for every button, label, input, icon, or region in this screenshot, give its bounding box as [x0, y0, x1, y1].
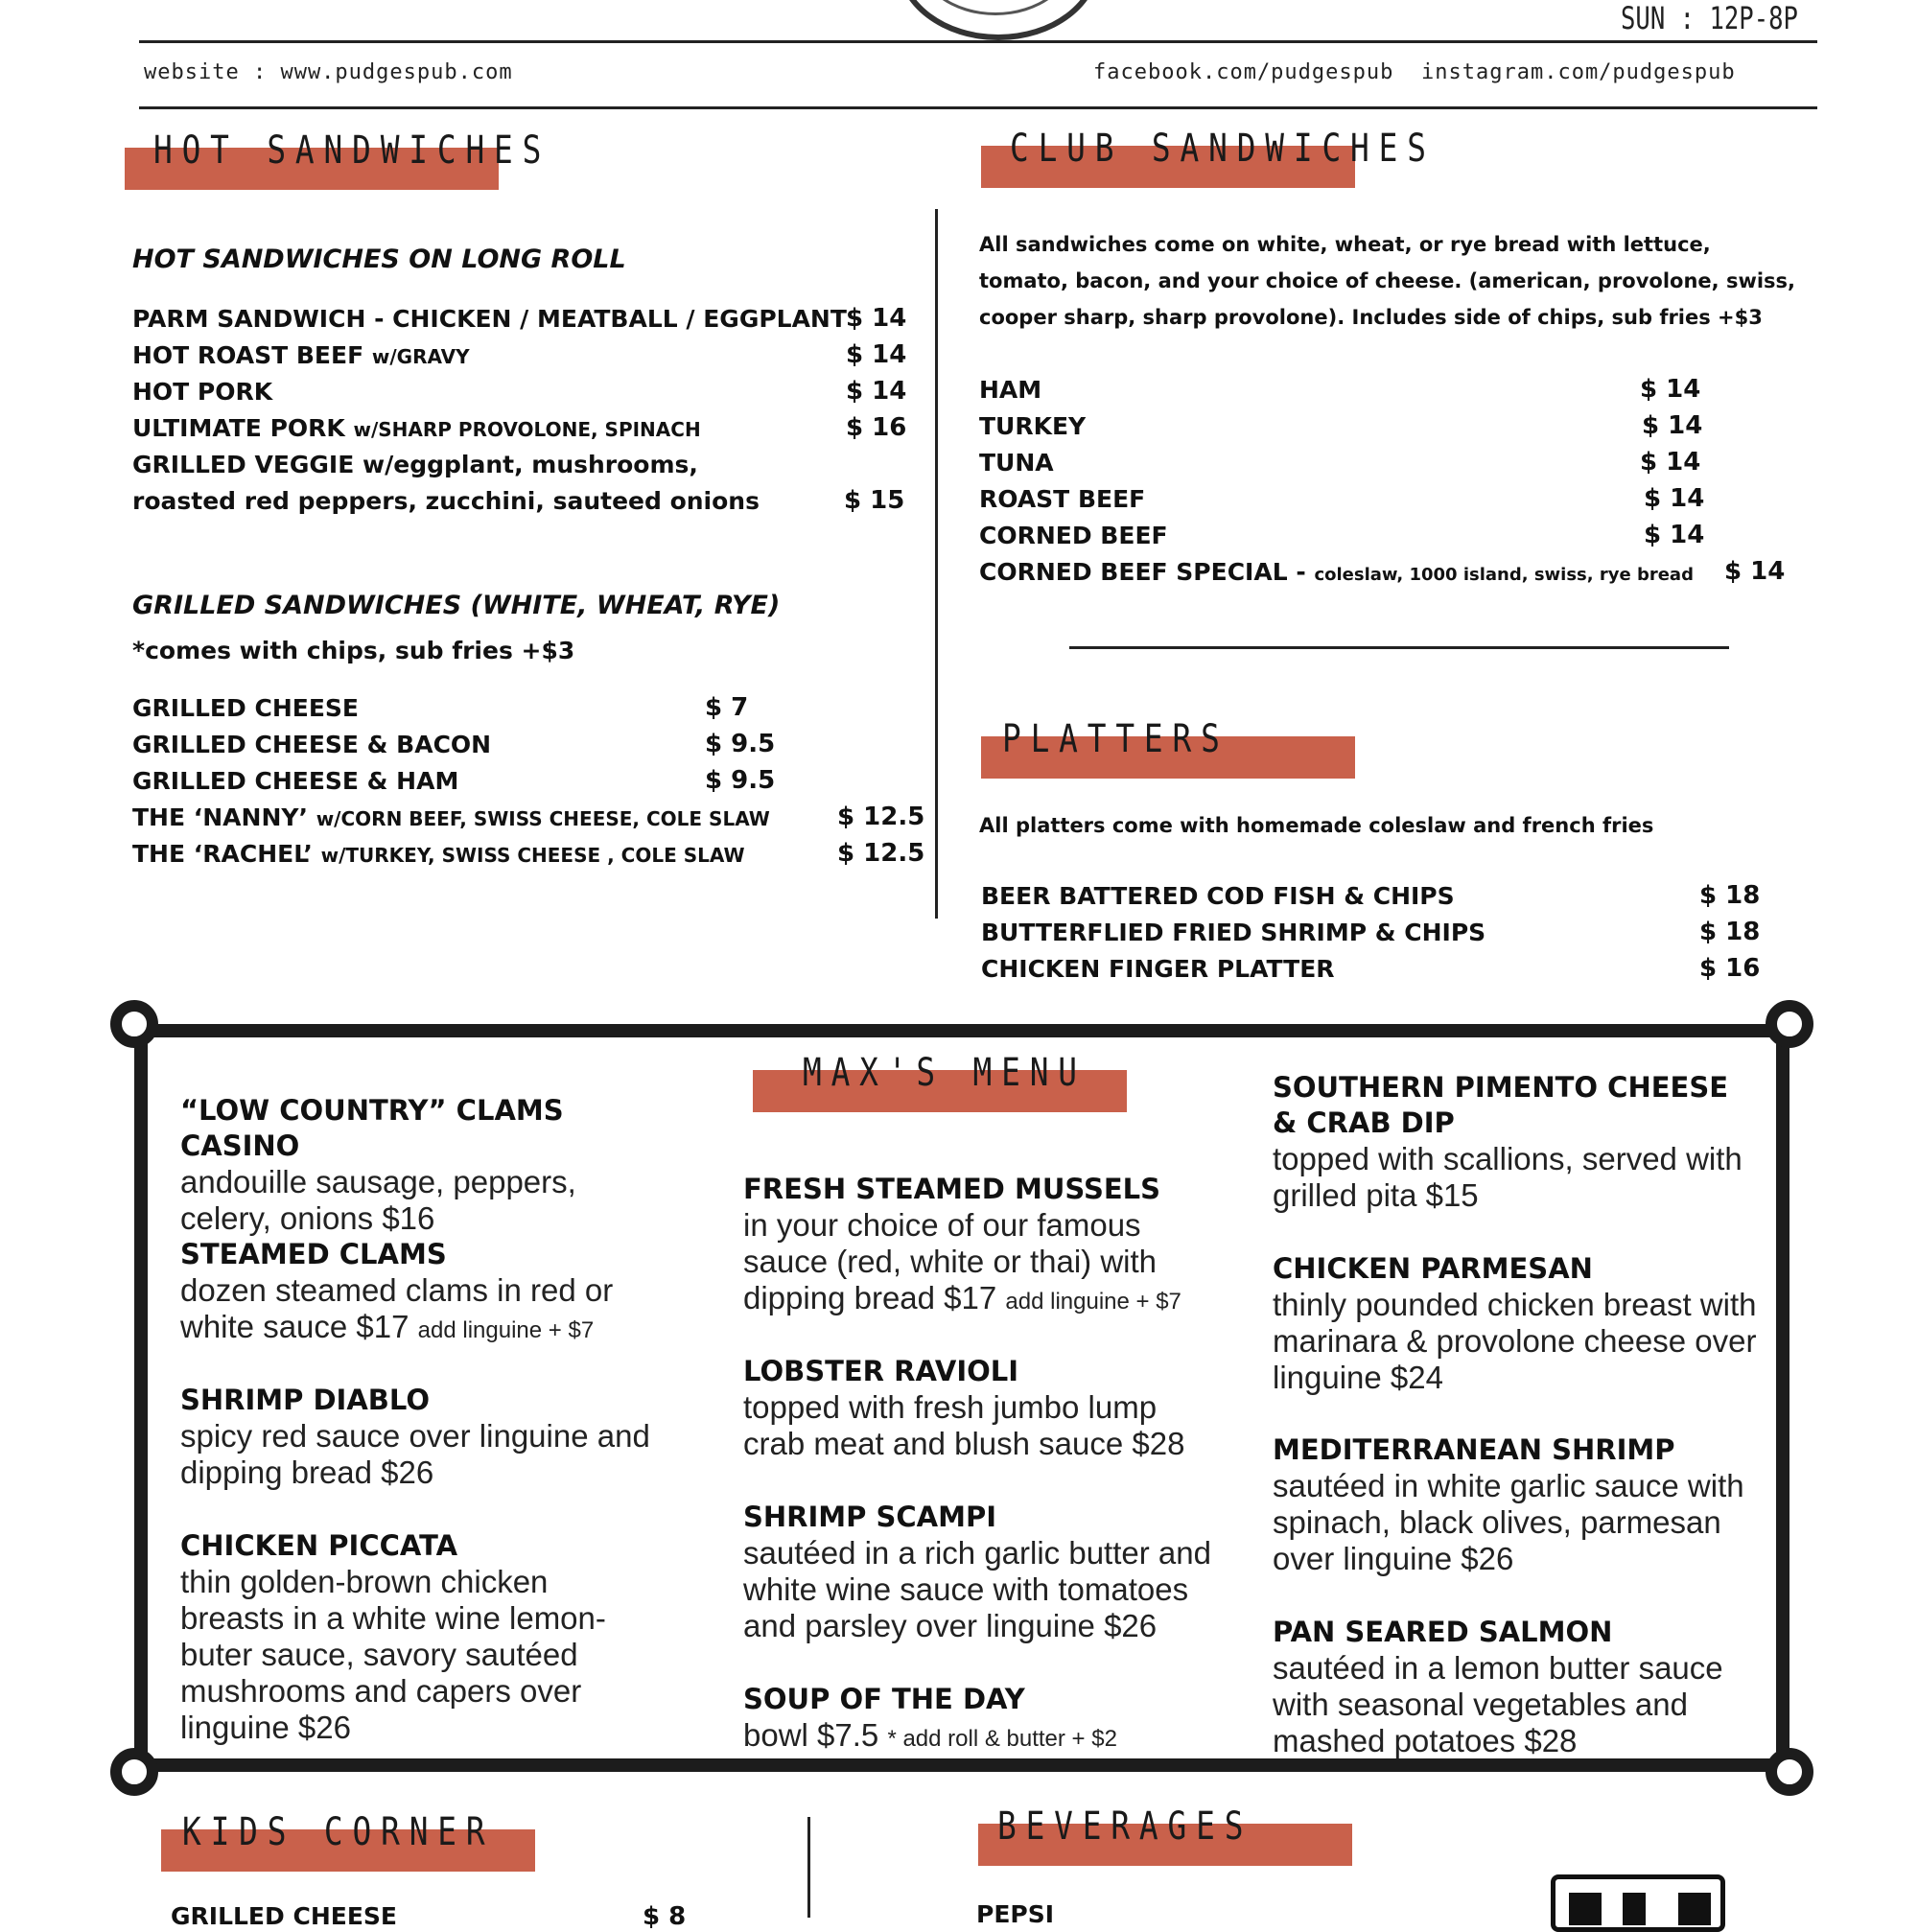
menu-item-grilled-cheese-bacon: GRILLED CHEESE & BACON — [132, 731, 492, 758]
item-title: MEDITERRANEAN SHRIMP — [1273, 1433, 1675, 1466]
menu-item-corned-beef-special — [979, 558, 1694, 586]
price: $ 14 — [1724, 557, 1786, 586]
menu-item-tuna: TUNA — [979, 449, 1054, 477]
item-addon: add linguine + $7 — [417, 1317, 595, 1343]
maxs-item-clams-casino — [180, 1093, 650, 1237]
section-title: CLUB SANDWICHES — [1010, 127, 1436, 171]
menu-item-fried-shrimp: BUTTERFLIED FRIED SHRIMP & CHIPS — [981, 919, 1486, 946]
item-title: “LOW COUNTRY” CLAMS CASINO — [180, 1094, 564, 1162]
section-title: HOT SANDWICHES — [153, 128, 551, 173]
maxs-item-mediterranean-shrimp — [1273, 1432, 1757, 1577]
grilled-heading: GRILLED SANDWICHES (WHITE, WHEAT, RYE) — [132, 591, 781, 620]
hot-sandwiches-header — [125, 128, 551, 190]
price: $ 14 — [1644, 521, 1705, 549]
menu-item-kids-grilled-cheese: GRILLED CHEESE — [171, 1902, 397, 1930]
column-divider — [935, 209, 938, 919]
beverages-header — [978, 1804, 1352, 1866]
item-desc: topped with scallions, served with grilled pita $15 — [1273, 1141, 1743, 1213]
maxs-item-shrimp-scampi — [743, 1500, 1213, 1644]
maxs-menu-header — [753, 1051, 1127, 1112]
item-name: ULTIMATE PORK — [132, 414, 345, 442]
price: $ 14 — [1640, 448, 1701, 477]
item-suffix: w/CORN BEEF, SWISS CHEESE, COLE SLAW — [316, 807, 770, 830]
club-sandwiches-header — [981, 127, 1436, 188]
item-addon: add linguine + $7 — [1005, 1289, 1181, 1315]
hours-sunday: SUN : 12P-8P — [1621, 0, 1798, 36]
maxs-item-pan-seared-salmon — [1273, 1615, 1757, 1759]
maxs-item-chicken-parmesan — [1273, 1251, 1757, 1396]
price: $ 14 — [846, 340, 907, 369]
item-name: CORNED BEEF SPECIAL - — [979, 558, 1306, 586]
section-title: PLATTERS — [1002, 717, 1229, 761]
header-bottom-rule — [139, 106, 1817, 109]
menu-item-grilled-cheese: GRILLED CHEESE — [132, 694, 359, 722]
item-desc: sautéed in a rich garlic butter and white wine sauce with tomatoes and parsley over linguine $26 — [743, 1535, 1211, 1643]
column-divider — [807, 1817, 810, 1918]
frame-corner-ornament — [110, 1748, 158, 1796]
menu-item-pepsi: PEPSI — [976, 1900, 1055, 1928]
qr-code[interactable] — [1551, 1874, 1725, 1932]
header-top-rule — [139, 40, 1817, 43]
grilled-note: *comes with chips, sub fries +$3 — [132, 637, 575, 664]
qr-block — [1678, 1893, 1711, 1925]
item-suffix: w/SHARP PROVOLONE, SPINACH — [353, 418, 701, 441]
price: $ 18 — [1699, 881, 1761, 910]
frame-corner-ornament — [110, 1000, 158, 1048]
item-title: FRESH STEAMED MUSSELS — [743, 1173, 1161, 1205]
maxs-item-mussels — [743, 1172, 1213, 1320]
frame-corner-ornament — [1766, 1000, 1813, 1048]
qr-block — [1623, 1893, 1646, 1925]
maxs-item-shrimp-diablo — [180, 1383, 650, 1491]
menu-item-chicken-finger: CHICKEN FINGER PLATTER — [981, 955, 1335, 983]
item-title: PAN SEARED SALMON — [1273, 1616, 1613, 1648]
menu-item-corned-beef: CORNED BEEF — [979, 522, 1168, 549]
kids-corner-header — [161, 1810, 535, 1872]
maxs-item-pimento-crab-dip — [1273, 1070, 1757, 1214]
menu-item-grilled-veggie: GRILLED VEGGIE w/eggplant, mushrooms, — [132, 451, 698, 478]
qr-block — [1569, 1893, 1602, 1925]
menu-item-ham: HAM — [979, 376, 1042, 404]
price: $ 14 — [1640, 375, 1701, 404]
menu-item-grilled-veggie-cont: roasted red peppers, zucchini, sauteed onions — [132, 487, 760, 515]
item-suffix: w/TURKEY, SWISS CHEESE , COLE SLAW — [320, 844, 745, 867]
price: $ 9.5 — [705, 730, 776, 758]
facebook-link[interactable]: facebook.com/pudgespub — [1093, 60, 1394, 84]
menu-item-cod-fish: BEER BATTERED COD FISH & CHIPS — [981, 882, 1455, 910]
item-desc: dozen steamed clams in red or white sauce $17 — [180, 1272, 614, 1344]
price: $ 16 — [846, 413, 907, 442]
frame-corner-ornament — [1766, 1748, 1813, 1796]
price: $ 14 — [1644, 484, 1705, 513]
item-title: SHRIMP SCAMPI — [743, 1501, 997, 1533]
instagram-link[interactable]: instagram.com/pudgespub — [1421, 60, 1736, 84]
item-desc: sautéed in white garlic sauce with spinach, black olives, parmesan over linguine $26 — [1273, 1468, 1744, 1576]
menu-item-parm-sandwich: PARM SANDWICH - CHICKEN / MEATBALL / EGGPLANT — [132, 305, 847, 333]
club-sandwiches-note: All sandwiches come on white, wheat, or rye bread with lettuce, tomato, bacon, and your choice of cheese. (american, provolone, swiss, cooper sharp, sharp provolone). Includes side of chips, sub fries +$3 — [979, 233, 1796, 329]
maxs-item-steamed-clams — [180, 1237, 650, 1349]
item-title: SOUTHERN PIMENTO CHEESE & CRAB DIP — [1273, 1071, 1729, 1139]
item-name: HOT ROAST BEEF — [132, 341, 364, 369]
item-name: THE ‘NANNY’ — [132, 803, 308, 831]
item-desc: spicy red sauce over linguine and dipping bread $26 — [180, 1418, 650, 1490]
item-title: CHICKEN PICCATA — [180, 1529, 458, 1562]
maxs-item-chicken-piccata — [180, 1528, 650, 1746]
item-desc: thinly pounded chicken breast with marinara & provolone cheese over linguine $24 — [1273, 1287, 1757, 1395]
maxs-item-soup — [743, 1682, 1213, 1757]
platters-header — [981, 717, 1355, 779]
menu-item-grilled-cheese-ham: GRILLED CHEESE & HAM — [132, 767, 459, 795]
item-desc: andouille sausage, peppers, celery, onions $16 — [180, 1164, 576, 1236]
item-suffix: coleslaw, 1000 island, swiss, rye bread — [1314, 565, 1694, 585]
item-desc: thin golden-brown chicken breasts in a white wine lemon-buter sauce, savory sautéed mushrooms and capers over linguine $26 — [180, 1564, 606, 1745]
price: $ 12.5 — [837, 803, 925, 831]
menu-item-hot-roast-beef — [132, 341, 470, 369]
website-link[interactable]: website : www.pudgespub.com — [144, 60, 513, 84]
section-title: KIDS CORNER — [182, 1810, 495, 1854]
price: $ 14 — [1642, 411, 1703, 440]
long-roll-heading: HOT SANDWICHES ON LONG ROLL — [132, 244, 626, 274]
item-title: SOUP OF THE DAY — [743, 1683, 1025, 1715]
maxs-item-lobster-ravioli — [743, 1354, 1213, 1462]
price: $ 15 — [844, 486, 905, 515]
platters-note: All platters come with homemade coleslaw and french fries — [979, 814, 1654, 837]
item-desc: sautéed in a lemon butter sauce with seasonal vegetables and mashed potatoes $28 — [1273, 1650, 1723, 1758]
menu-item-ultimate-pork — [132, 414, 701, 442]
item-title: LOBSTER RAVIOLI — [743, 1355, 1019, 1387]
item-desc: in your choice of our famous sauce (red, white or thai) with dipping bread $17 — [743, 1207, 1158, 1315]
price: $ 8 — [643, 1902, 687, 1931]
item-title: SHRIMP DIABLO — [180, 1384, 430, 1416]
section-title: MAX'S MENU — [803, 1051, 1087, 1095]
price: $ 9.5 — [705, 766, 776, 795]
section-title: BEVERAGES — [997, 1804, 1253, 1849]
price: $ 14 — [846, 304, 907, 333]
item-addon: * add roll & butter + $2 — [887, 1726, 1117, 1752]
item-title: STEAMED CLAMS — [180, 1238, 447, 1270]
price: $ 7 — [705, 693, 749, 722]
menu-item-turkey: TURKEY — [979, 412, 1087, 440]
price: $ 18 — [1699, 918, 1761, 946]
item-desc: bowl $7.5 — [743, 1717, 879, 1753]
menu-item-the-rachel — [132, 840, 745, 868]
menu-item-hot-pork: HOT PORK — [132, 378, 273, 406]
menu-item-roast-beef: ROAST BEEF — [979, 485, 1146, 513]
item-suffix: w/GRAVY — [371, 345, 470, 368]
price: $ 16 — [1699, 954, 1761, 983]
item-title: CHICKEN PARMESAN — [1273, 1252, 1593, 1285]
item-name: THE ‘RACHEL’ — [132, 840, 313, 868]
item-desc: topped with fresh jumbo lump crab meat and blush sauce $28 — [743, 1389, 1185, 1461]
price: $ 14 — [846, 377, 907, 406]
menu-item-the-nanny — [132, 803, 770, 831]
price: $ 12.5 — [837, 839, 925, 868]
section-divider — [1069, 646, 1729, 649]
